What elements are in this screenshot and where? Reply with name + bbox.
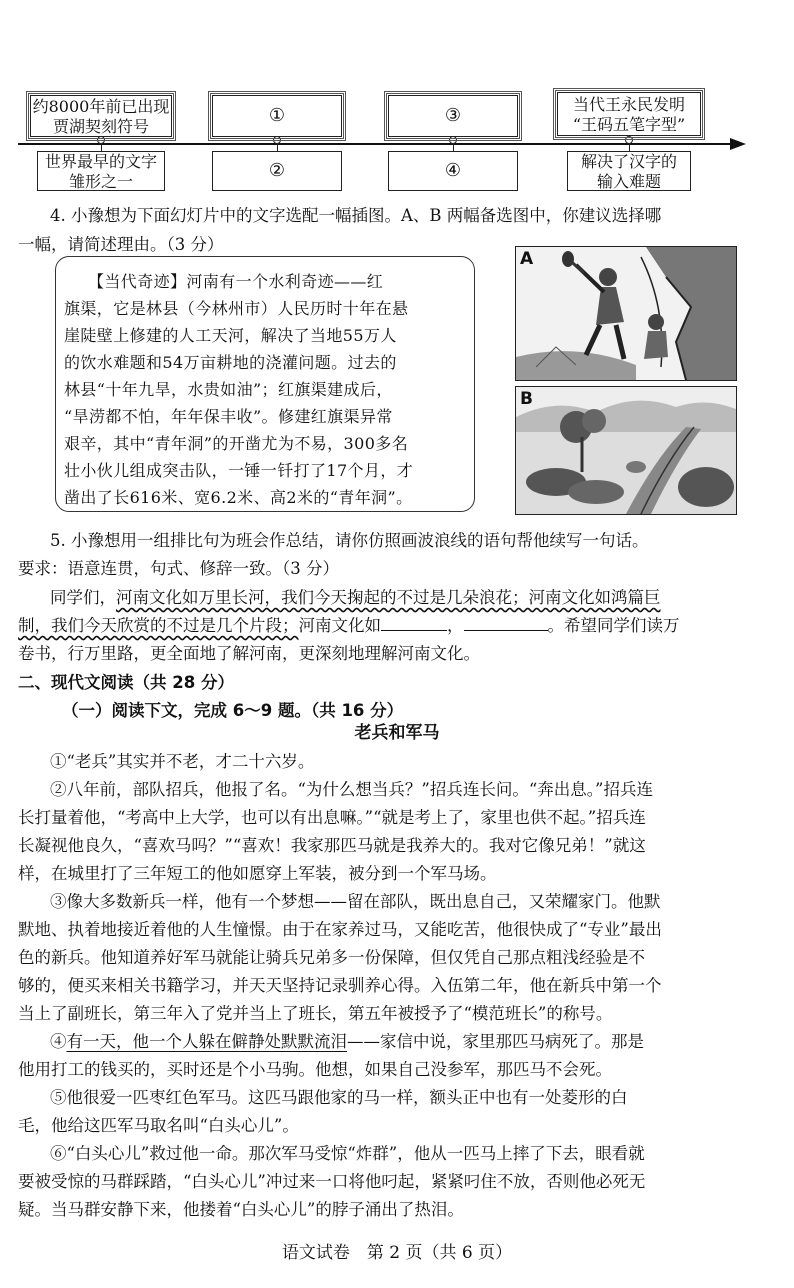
- q5-passage-text: ，: [447, 616, 464, 635]
- article-line: 色的新兵。他知道养好军马就能让骑兵兄弟多一份保障，但仅凭自己那点粗浅经验是不: [18, 948, 645, 967]
- q5-answer-blank-1[interactable]: [381, 616, 447, 631]
- q5-prompt-line-2: 要求：语意连贯，句式、修辞一致。（3 分）: [18, 559, 339, 578]
- article-line: 疑。当马群安静下来，他搂着“白头心儿”的脖子涌出了热泪。: [18, 1200, 464, 1219]
- timeline-box-top-2: ①: [212, 95, 342, 137]
- q5-wavy-sentence: 河南文化如万里长河，我们今天掬起的不过是几朵浪花；河南文化如鸿篇巨: [116, 588, 661, 607]
- q4-prompt-line-1: 4. 小豫想为下面幻灯片中的文字选配一幅插图。A、B 两幅备选图中，你建议选择哪: [50, 206, 662, 225]
- slide-text-line: 林县“十年九旱，水贵如油”；红旗渠建成后，: [64, 380, 393, 399]
- slide-text-line: “旱涝都不怕，年年保丰收”。修建红旗渠异常: [64, 407, 393, 426]
- slide-text-line: 旗渠，它是林县（今林州市）人民历时十年在悬: [64, 299, 409, 318]
- article-line: 够的，便买来相关书籍学习，并天天坚持记录驯养心得。入伍第二年，他在新兵中第一个: [18, 976, 662, 995]
- underlined-sentence: 有一天，他一个人躲在僻静处默默流泪: [66, 1032, 347, 1051]
- illustration-a-drawing: [516, 247, 736, 380]
- illustration-a-label: A: [520, 249, 534, 269]
- article-line: 长打量着他，“考高中上大学，也可以有出息嘛。”“就是考上了，家里也供不起。”招兵连: [18, 808, 646, 827]
- q5-passage-line-1: [50, 584, 661, 608]
- article-line: 样，在城里打了三年短工的他如愿穿上军装，被分到一个军马场。: [18, 864, 497, 883]
- article-title: 老兵和军马: [354, 723, 440, 743]
- section-heading: 二、现代文阅读（共 28 分）: [18, 673, 234, 692]
- paragraph-number: ④: [50, 1032, 67, 1051]
- timeline-arrow-head: [730, 138, 746, 150]
- article-line: ③像大多数新兵一样，他有一个梦想——留在部队，既出息自己，又荣耀家门。他默: [50, 892, 661, 911]
- illustration-b-label: B: [520, 389, 533, 409]
- article-text: ——家信中说，家里那匹马病死了。那是: [347, 1032, 644, 1051]
- timeline-node: [625, 136, 633, 144]
- illustration-b-drawing: [516, 387, 736, 514]
- q5-passage-line-3: 卷书，行万里路，更全面地了解河南，更深刻地理解河南文化。: [18, 644, 480, 663]
- slide-text-line: 的饮水难题和54万亩耕地的浇灌问题。过去的: [64, 353, 397, 372]
- timeline-node: [97, 136, 105, 144]
- q5-passage-text: 。希望同学们读万: [547, 616, 680, 635]
- subsection-heading: （一）阅读下文，完成 6～9 题。（共 16 分）: [62, 701, 404, 720]
- q5-passage-text: 同学们，: [50, 588, 116, 607]
- slide-text-line: 壮小伙儿组成突击队，一锤一钎打了17个月，才: [64, 461, 414, 480]
- q5-passage-line-2: [18, 612, 680, 636]
- q4-prompt-line-2: 一幅，请简述理由。（3 分）: [18, 235, 224, 254]
- timeline-box-top-3: ③: [388, 95, 518, 137]
- article-line: ①“老兵”其实并不老，才二十六岁。: [50, 752, 315, 771]
- q5-passage-text: 河南文化如: [298, 616, 381, 635]
- timeline-box-bottom-3: ④: [388, 151, 518, 191]
- timeline-box-top-1: 约8000年前已出现 贾湖契刻符号: [30, 95, 172, 137]
- article-line: 他用打工的钱买的，买时还是个小马驹。他想，如果自己没参军，那匹马不会死。: [18, 1060, 612, 1079]
- slide-text-line: 【当代奇迹】河南有一个水利奇迹——红: [88, 272, 384, 291]
- q5-answer-blank-2[interactable]: [464, 616, 548, 631]
- q5-wavy-sentence: 制，我们今天欣赏的不过是几个片段；: [18, 616, 299, 635]
- article-line: ⑥“白头心儿”救过他一命。那次军马受惊“炸群”，他从一匹马上摔了下去，眼看就: [50, 1144, 645, 1163]
- slide-text-line: 崖陡壁上修建的人工天河，解决了当地55万人: [64, 326, 397, 345]
- illustration-b: [515, 386, 737, 515]
- article-line: 当上了副班长，第三年入了党并当上了班长，第五年被授予了“模范班长”的称号。: [18, 1004, 613, 1023]
- article-line-underlined: [50, 1028, 644, 1052]
- article-line: 默地、执着地接近着他的人生憧憬。由于在家养过马，又能吃苦，他很快成了“专业”最出: [18, 920, 662, 939]
- slide-text-line: 艰辛，其中“青年洞”的开凿尤为不易，300多名: [64, 434, 409, 453]
- article-line: 要被受惊的马群踩踏，“白头心儿”冲过来一口将他叼起，紧紧叼住不放，否则他必死无: [18, 1172, 646, 1191]
- timeline-node: [273, 136, 281, 144]
- timeline-box-top-4: 当代王永民发明 “王码五笔字型”: [557, 92, 701, 136]
- timeline-node: [449, 136, 457, 144]
- timeline-box-bottom-4: 解决了汉字的 输入难题: [567, 151, 691, 191]
- slide-text-line: 凿出了长616米、宽6.2米、高2米的“青年洞”。: [64, 488, 413, 507]
- article-line: ⑤他很爱一匹枣红色军马。这匹马跟他家的马一样，额头正中也有一处菱形的白: [50, 1088, 628, 1107]
- article-line: ②八年前，部队招兵，他报了名。“为什么想当兵？”招兵连长问。“奔出息。”招兵连: [50, 780, 653, 799]
- timeline-box-bottom-1: 世界最早的文字 雏形之一: [37, 151, 165, 191]
- illustration-a: [515, 246, 737, 381]
- article-line: 毛，他给这匹军马取名叫“白头心儿”。: [18, 1116, 299, 1135]
- article-line: 长凝视他良久，“喜欢马吗？”“喜欢！我家那匹马就是我养大的。我对它像兄弟！”就这: [18, 836, 646, 855]
- page-footer: 语文试卷 第 2 页（共 6 页）: [281, 1243, 513, 1263]
- q5-prompt-line-1: 5. 小豫想用一组排比句为班会作总结，请你仿照画波浪线的语句帮他续写一句话。: [50, 531, 649, 550]
- timeline-box-bottom-2: ②: [212, 151, 342, 191]
